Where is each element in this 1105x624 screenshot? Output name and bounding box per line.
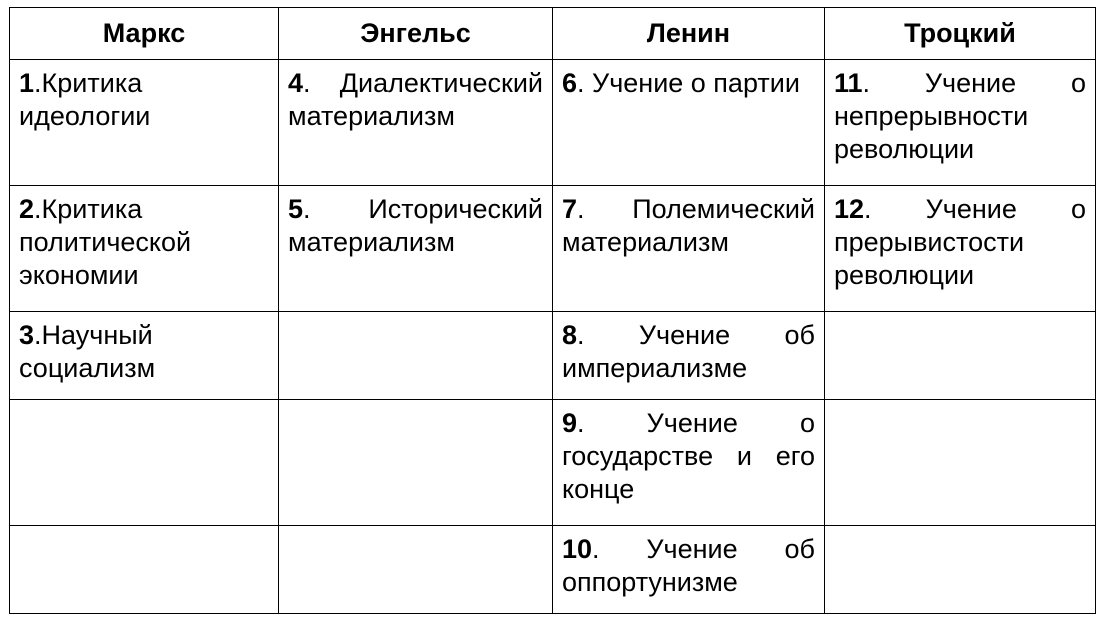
item-number: 8 <box>562 320 578 350</box>
table-row <box>10 60 1096 186</box>
item-text: Исторический материализм <box>288 194 543 257</box>
table-cell: 12. Учение о прерывистости революции <box>825 186 1096 312</box>
table-cell: 4. Диалектический материализм <box>279 60 553 186</box>
table-cell <box>825 526 1096 614</box>
item-text: Диалектический материализм <box>288 68 543 131</box>
table-cell: 6. Учение о партии <box>553 60 825 186</box>
item-number: 7 <box>562 194 578 224</box>
header-lenin: Ленин <box>553 8 825 60</box>
item-text: Критика идеологии <box>19 68 151 131</box>
table-row <box>10 400 1096 526</box>
item-number: 4 <box>288 68 304 98</box>
item-text: Учение о прерывистости революции <box>834 194 1086 290</box>
header-trotsky: Троцкий <box>825 8 1096 60</box>
header-row <box>10 8 1096 60</box>
table-cell: 9. Учение о государстве и его конце <box>553 400 825 526</box>
item-number: 5 <box>288 194 304 224</box>
thinkers-table <box>9 7 1096 614</box>
item-number: 10 <box>562 534 593 564</box>
item-text: Учение о партии <box>592 68 800 98</box>
item-text: Критика политической экономии <box>19 194 192 290</box>
table-cell <box>10 400 279 526</box>
item-text: Учение об оппортунизме <box>562 534 815 597</box>
header-engels: Энгельс <box>279 8 553 60</box>
table-cell: 5. Исторический материализм <box>279 186 553 312</box>
table-cell: 2.Критика политической экономии <box>10 186 279 312</box>
item-number: 11 <box>834 68 863 98</box>
table-cell <box>279 312 553 400</box>
table-cell <box>10 526 279 614</box>
table-cell: 8. Учение об империализме <box>553 312 825 400</box>
item-number: 9 <box>562 408 578 438</box>
table-row <box>10 526 1096 614</box>
item-text: Учение о государстве и его конце <box>562 408 815 504</box>
table-cell <box>825 400 1096 526</box>
item-text: Полемический материализм <box>562 194 815 257</box>
item-text: Учение об империализме <box>562 320 815 383</box>
item-number: 12 <box>834 194 865 224</box>
header-marx: Маркс <box>10 8 279 60</box>
table-cell: 7. Полемический материализм <box>553 186 825 312</box>
table-row <box>10 312 1096 400</box>
item-number: 1 <box>19 68 35 98</box>
table-cell: 11. Учение о непрерывности революции <box>825 60 1096 186</box>
table-cell: 10. Учение об оппортунизме <box>553 526 825 614</box>
table-cell <box>279 526 553 614</box>
table-cell <box>825 312 1096 400</box>
table-row <box>10 186 1096 312</box>
table-cell: 1.Критика идеологии <box>10 60 279 186</box>
table-cell <box>279 400 553 526</box>
item-text: Научный социализм <box>19 320 156 383</box>
table-cell: 3.Научный социализм <box>10 312 279 400</box>
item-number: 6 <box>562 68 578 98</box>
item-text: Учение о непрерывности революции <box>834 68 1086 164</box>
item-number: 3 <box>19 320 35 350</box>
document-page <box>9 7 1096 614</box>
item-number: 2 <box>19 194 35 224</box>
